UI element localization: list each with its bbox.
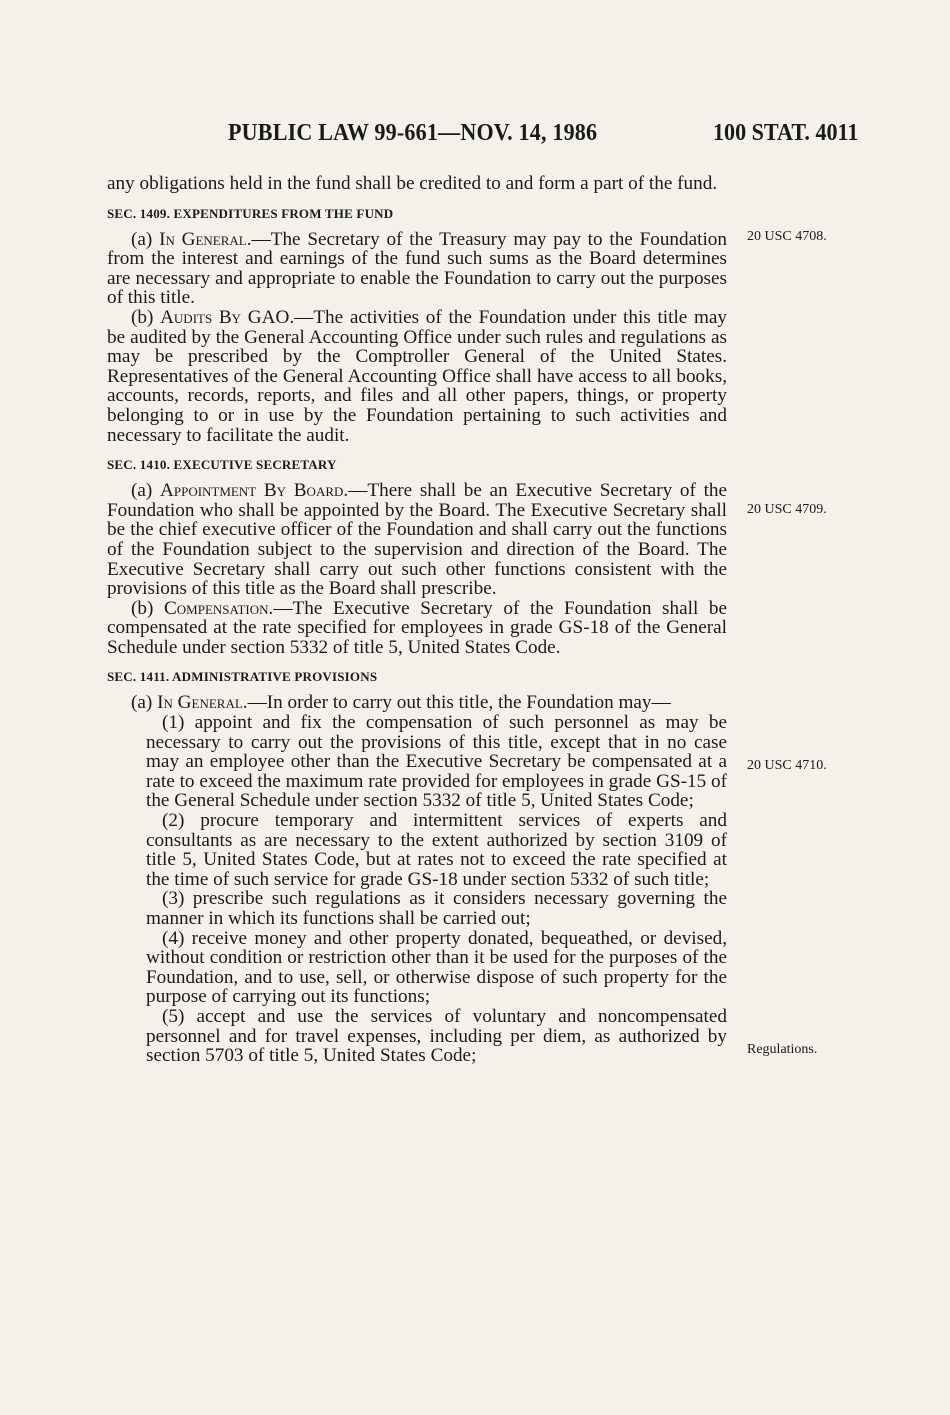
section-1409-heading: SEC. 1409. EXPENDITURES FROM THE FUND xyxy=(107,205,394,221)
margin-note-4709: 20 USC 4709. xyxy=(747,502,827,517)
margin-note-regulations: Regulations. xyxy=(747,1042,818,1057)
section-1411-item-2: (2) procure temporary and intermittent services of experts and consultants as are necessary to the extent authorized by section 3109 of title 5, United States Code, but at rates not to exceed the rate specified at the time of such service for grade GS-18 under section 5332 of such title; xyxy=(146,810,727,890)
statute-page-number: 100 STAT. 4011 xyxy=(713,120,859,146)
page-header xyxy=(0,120,950,154)
section-1411-item-3: (3) prescribe such regulations as it considers necessary governing the manner in which its functions shall be carried out; xyxy=(146,888,727,929)
section-1409-subsection-b: (b) Audits By GAO.—The activities of the Foundation under this title may be audited by the General Accounting Office under such rules and regulations as may be prescribed by the Comptroller General of the United States. Representatives of the General Accounting Office shall have access to all books, accounts, records, reports, and files and all other papers, things, or property belonging to or in use by the Foundation pertaining to such activities and necessary to facilitate the audit. xyxy=(107,306,728,446)
section-1411-subsection-a: (a) In General.—In order to carry out this title, the Foundation may— xyxy=(131,692,671,714)
section-1410-subsection-a: (a) Appointment By Board.—There shall be an Executive Secretary of the Foundation who shall be appointed by the Board. The Executive Secretary shall be the chief executive officer of the Foundation and shall carry out the functions of the Foundation subject to the supervision and direction of the Board. The Executive Secretary shall carry out such other functions consistent with the provisions of this title as the Board shall prescribe. xyxy=(107,480,728,600)
document-body xyxy=(107,174,727,1066)
margin-note-4708: 20 USC 4708. xyxy=(747,229,827,244)
section-1409-subsection-a: (a) In General.—The Secretary of the Treasury may pay to the Foundation from the interest and earnings of the fund such sums as the Board determines are necessary and appropriate to enable the Foundation to carry out the purposes of this title. xyxy=(107,228,727,309)
section-1411-item-1: (1) appoint and fix the compensation of such personnel as may be necessary to carry out the provisions of this title, except that in no case may an employee other than the Executive Secretary be compensated at a rate to exceed the maximum rate provided for employees in grade GS-15 of the General Schedule under section 5332 of title 5, United States Code; xyxy=(146,712,727,812)
section-1411-item-5: (5) accept and use the services of voluntary and noncompensated personnel and for travel expenses, including per diem, as authorized by section 5703 of title 5, United States Code; xyxy=(146,1005,727,1067)
intro-paragraph: any obligations held in the fund shall be credited to and form a part of the fund. xyxy=(107,173,718,194)
section-1411-heading: SEC. 1411. ADMINISTRATIVE PROVISIONS xyxy=(107,669,378,685)
section-1411-item-4: (4) receive money and other property donated, bequeathed, or devised, without condition or restriction other than it be used for the purposes of the Foundation, and to use, sell, or otherwise dispose of such property for the purpose of carrying out its functions; xyxy=(146,927,727,1008)
section-1410-subsection-b: (b) Compensation.—The Executive Secretary of the Foundation shall be compensated at the rate specified for employees in grade GS-18 of the General Schedule under section 5332 of title 5, United States Code. xyxy=(107,597,728,658)
public-law-citation: PUBLIC LAW 99-661—NOV. 14, 1986 xyxy=(228,120,598,146)
margin-note-4710: 20 USC 4710. xyxy=(747,758,827,773)
section-1410-heading: SEC. 1410. EXECUTIVE SECRETARY xyxy=(107,457,337,473)
